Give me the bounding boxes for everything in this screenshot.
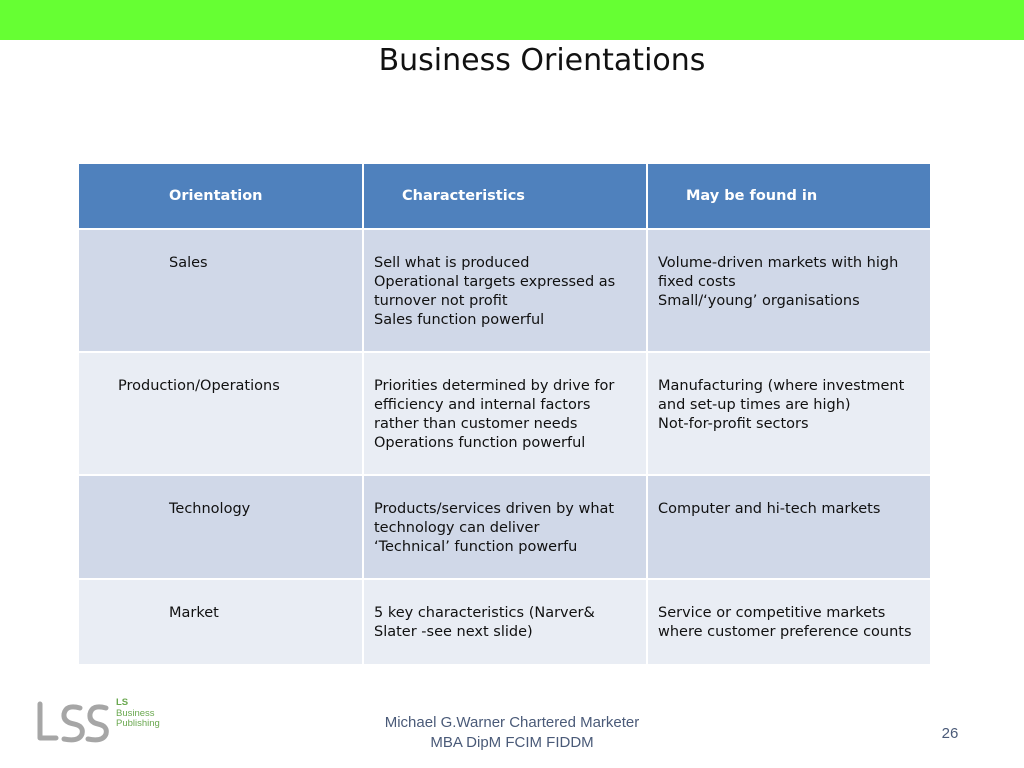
ls-logo-icon [36, 698, 114, 748]
found-in-cell: Manufacturing (where investment and set-up times are high) Not-for-profit sectors [647, 352, 931, 475]
table-header-row [78, 163, 931, 229]
orientations-table [77, 162, 932, 666]
orientation-cell: Production/Operations [78, 352, 363, 475]
header-characteristics: Characteristics [363, 163, 647, 229]
characteristics-cell: Sell what is produced Operational targets expressed as turnover not profit Sales function powerful [363, 229, 647, 352]
footer-credit: Michael G.Warner Chartered Marketer MBA DipM FCIM FIDDM [384, 714, 640, 751]
characteristics-cell: Products/services driven by what technology can deliver ‘Technical’ function powerfu [363, 475, 647, 579]
table-row [78, 579, 931, 665]
logo-wordmark: LS Business Publishing [116, 697, 160, 729]
characteristics-cell: Priorities determined by drive for efficiency and internal factors rather than customer needs Operations function powerful [363, 352, 647, 475]
ls-business-publishing-logo [36, 698, 176, 750]
top-accent-bar [0, 0, 1024, 40]
page-number: 26 [941, 725, 959, 742]
table-row [78, 475, 931, 579]
orientation-cell: Sales [78, 229, 363, 352]
found-in-cell: Service or competitive markets where customer preference counts [647, 579, 931, 665]
orientation-cell: Technology [78, 475, 363, 579]
header-orientation: Orientation [78, 163, 363, 229]
characteristics-cell: 5 key characteristics (Narver& Slater -see next slide) [363, 579, 647, 665]
table-row [78, 229, 931, 352]
found-in-cell: Volume-driven markets with high fixed costs Small/‘young’ organisations [647, 229, 931, 352]
header-found-in: May be found in [647, 163, 931, 229]
table-row [78, 352, 931, 475]
slide-title: Business Orientations [378, 43, 706, 78]
found-in-cell: Computer and hi-tech markets [647, 475, 931, 579]
orientation-cell: Market [78, 579, 363, 665]
